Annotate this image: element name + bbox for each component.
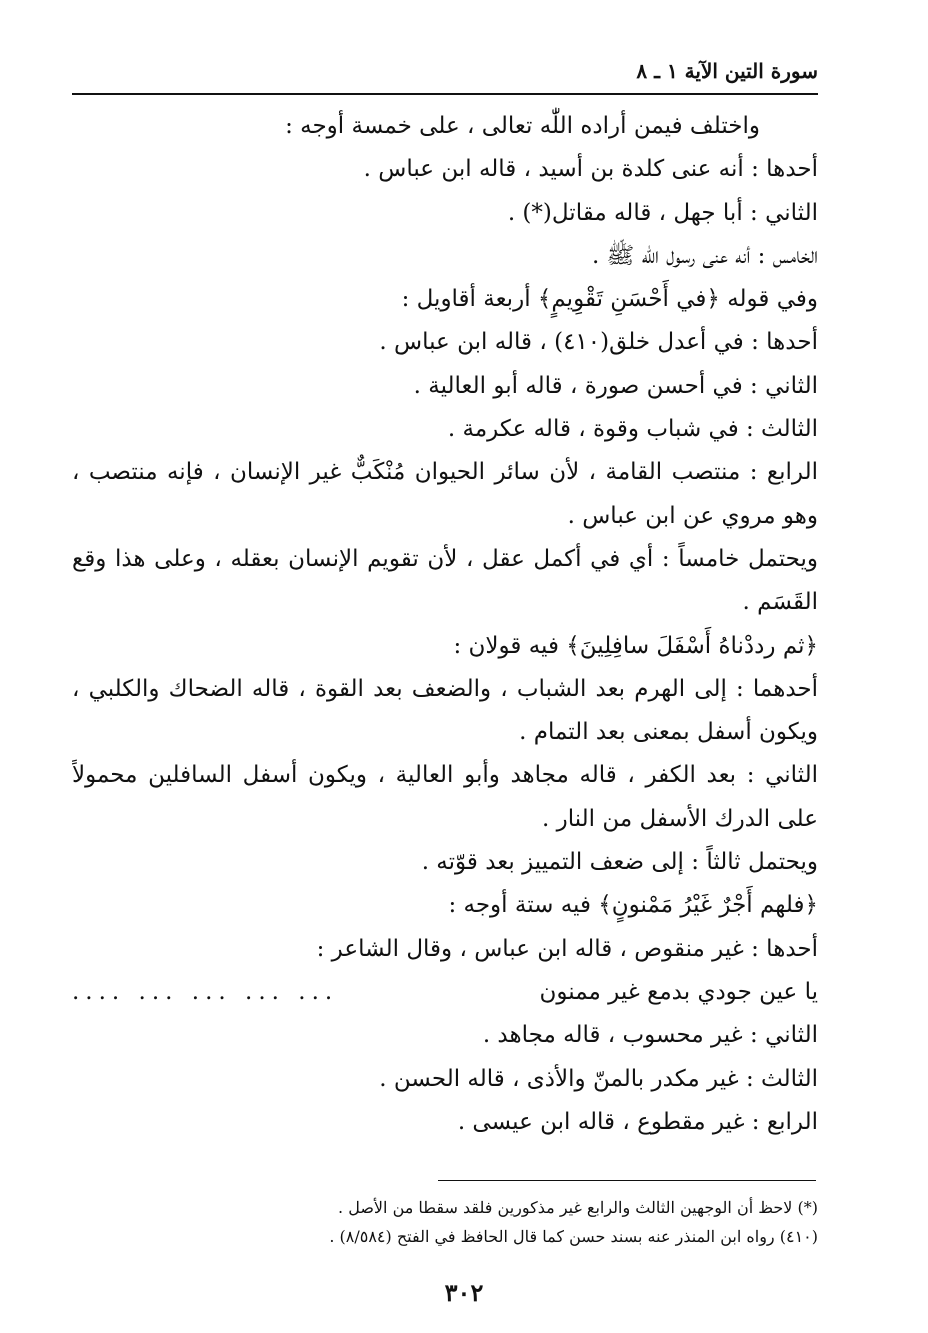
text-line: أحدها : غير منقوص ، قاله ابن عباس ، وقال الشاعر : <box>316 935 818 962</box>
text-paragraph: الرابع : منتصب القامة ، لأن سائر الحيوان مُنْكَبٌّ غير الإنسان ، فإنه منتصب ، وهو مروي عن ابن عباس . <box>72 459 818 529</box>
text-line: الثالث : في شباب وقوة ، قاله عكرمة . <box>447 416 818 443</box>
text-line: أحدها : أنه عنى كلدة بن أسيد ، قاله ابن عباس . <box>363 156 818 183</box>
text-line: ﴿فلهم أَجْرٌ غَيْرُ مَمْنونٍ﴾ فيه ستة أوجه : <box>448 892 818 919</box>
verse-ellipsis: ... ... ... ... .... <box>72 978 339 1005</box>
header-rule <box>72 93 818 95</box>
text-line: الثاني : غير محسوب ، قاله مجاهد . <box>482 1022 818 1049</box>
footnote: (*) لاحظ أن الوجهين الثالث والرابع غير مذكورين فلقد سقطا من الأصل . <box>338 1198 818 1217</box>
text-line: ﴿ثم رددْناهُ أَسْفَلَ سافِلِينَ﴾ فيه قولان : <box>453 632 818 659</box>
text-line: الثاني : في أحسن صورة ، قاله أبو العالية . <box>413 372 818 399</box>
main-text <box>72 105 818 1144</box>
text-line: ويحتمل ثالثاً : إلى ضعف التمييز بعد قوّته . <box>421 849 818 876</box>
text-line: أحدها : في أعدل خلق(٤١٠) ، قاله ابن عباس . <box>379 329 818 356</box>
text-line: واختلف فيمن أراده اللّٰه تعالى ، على خمسة أوجه : <box>285 113 760 139</box>
text-line: الثاني : أبا جهل ، قاله مقاتل(*) . <box>507 199 818 226</box>
verse-hemistich: يا عين جودي بدمع غير ممنون <box>539 978 818 1005</box>
text-line: الخامس : أنه عنى رسول اللّٰه ﷺ . <box>591 242 818 269</box>
footnote: (٤١٠) رواه ابن المنذر عنه بسند حسن كما قال الحافظ في الفتح (٨/٥٨٤) . <box>329 1227 818 1246</box>
page-number: ٣٠٢ <box>444 1278 484 1307</box>
text-line: وفي قوله ﴿في أَحْسَنِ تَقْوِيمٍ﴾ أربعة أقاويل : <box>401 286 818 313</box>
footnotes <box>72 1193 818 1251</box>
running-header <box>72 56 818 88</box>
text-line: الرابع : غير مقطوع ، قاله ابن عيسى . <box>457 1108 818 1135</box>
text-line: الثالث : غير مكدر بالمنّ والأذى ، قاله الحسن . <box>379 1065 818 1092</box>
text-paragraph: الثاني : بعد الكفر ، قاله مجاهد وأبو العالية ، ويكون أسفل السافلين محمولاً على الدرك الأسفل من النار . <box>72 762 818 832</box>
header-title: سورة التين الآية ١ ـ ٨ <box>636 59 818 83</box>
text-paragraph: أحدهما : إلى الهرم بعد الشباب ، والضعف بعد القوة ، قاله الضحاك والكلبي ، ويكون أسفل بمعنى بعد التمام . <box>72 675 818 746</box>
poetry-verse <box>72 971 818 1014</box>
text-paragraph: ويحتمل خامساً : أي في أكمل عقل ، لأن تقويم الإنسان بعقله ، وعلى هذا وقع القَسَم . <box>72 545 818 616</box>
footnote-rule <box>438 1180 816 1181</box>
